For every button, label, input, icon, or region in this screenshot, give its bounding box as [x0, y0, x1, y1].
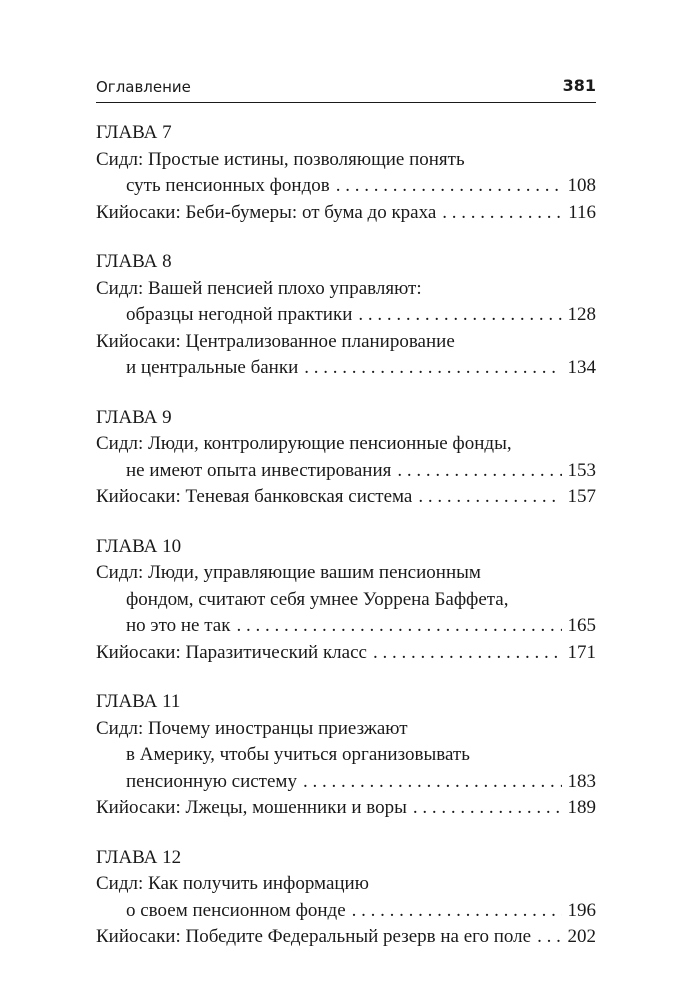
entry-title: о своем пенсионном фонде — [126, 899, 346, 921]
entry-title: суть пенсионных фондов — [126, 175, 330, 196]
chapter-section — [96, 534, 596, 667]
toc-entry — [96, 329, 596, 382]
entry-title: Сидл: Люди, контролирующие пенсионные фонды, — [96, 433, 512, 454]
entry-title: Кийосаки: Победите Федеральный резерв на его поле — [96, 926, 532, 947]
entry-line — [96, 871, 596, 898]
entry-page-number: 202 — [567, 926, 596, 947]
entry-line — [96, 640, 596, 667]
toc-entry — [96, 484, 596, 511]
entry-title: Сидл: Как получить информацию — [96, 873, 369, 894]
entry-line — [96, 329, 596, 356]
dot-leader — [442, 200, 562, 227]
toc-entry — [96, 560, 596, 640]
toc-entry — [96, 276, 596, 329]
entry-line — [96, 924, 596, 951]
entry-line — [96, 276, 596, 303]
chapter-section — [96, 249, 596, 382]
entry-page-number: 116 — [568, 201, 596, 223]
chapter-label: ГЛАВА 9 — [96, 406, 172, 428]
entry-title: образцы негодной практики — [126, 304, 353, 325]
entry-title: и центральные банки — [126, 357, 299, 378]
entry-page-number: 128 — [567, 304, 596, 325]
entry-page-number: 171 — [567, 641, 596, 663]
entry-title: Кийосаки: Централизованное планирование — [96, 330, 455, 352]
entry-page-number: 196 — [567, 899, 596, 921]
chapter-section — [96, 405, 596, 511]
toc-entry — [96, 431, 596, 484]
entry-title: Сидл: Простые истины, позволяющие понять — [96, 148, 465, 170]
entry-title: фондом, считают себя умнее Уоррена Баффета, — [126, 588, 509, 610]
entry-title: в Америку, чтобы учиться организовывать — [126, 744, 470, 765]
toc-entry — [96, 716, 596, 796]
entry-line — [96, 200, 596, 227]
dot-leader — [397, 458, 561, 485]
toc-entry — [96, 795, 596, 822]
table-of-contents — [96, 120, 596, 974]
entry-title: Кийосаки: Паразитический класс — [96, 641, 367, 663]
entry-line — [96, 742, 596, 769]
dot-leader — [418, 484, 561, 511]
chapter-label: ГЛАВА 10 — [96, 535, 182, 557]
entry-line — [96, 355, 596, 382]
entry-line — [96, 613, 596, 640]
chapter-section — [96, 120, 596, 226]
chapter-label: ГЛАВА 12 — [96, 846, 182, 868]
dot-leader — [373, 640, 562, 667]
entry-line — [96, 898, 596, 925]
entry-page-number: 153 — [567, 459, 596, 481]
entry-page-number: 108 — [567, 175, 596, 196]
entry-page-number: 165 — [567, 615, 596, 636]
toc-entry — [96, 871, 596, 924]
toc-entry — [96, 200, 596, 227]
toc-entry — [96, 924, 596, 951]
toc-entry — [96, 640, 596, 667]
entry-title: Кийосаки: Теневая банковская система — [96, 486, 413, 507]
entry-line — [96, 769, 596, 796]
entry-page-number: 189 — [567, 797, 596, 818]
entry-line — [96, 716, 596, 743]
entry-title: не имеют опыта инвестирования — [126, 459, 392, 481]
entry-line — [96, 302, 596, 329]
entry-page-number: 183 — [567, 770, 596, 792]
dot-leader — [358, 302, 561, 329]
toc-entry — [96, 147, 596, 200]
entry-line — [96, 458, 596, 485]
chapter-section — [96, 689, 596, 822]
dot-leader — [336, 173, 562, 200]
running-head: Оглавление — [96, 78, 191, 96]
page-number: 381 — [562, 76, 596, 95]
entry-line — [96, 484, 596, 511]
entry-line — [96, 147, 596, 174]
entry-title: пенсионную систему — [126, 770, 297, 792]
entry-line — [96, 173, 596, 200]
dot-leader — [304, 355, 561, 382]
entry-title: Кийосаки: Беби-бумеры: от бума до краха — [96, 201, 437, 223]
entry-line — [96, 560, 596, 587]
entry-line — [96, 587, 596, 614]
entry-page-number: 134 — [567, 357, 596, 378]
entry-title: Сидл: Почему иностранцы приезжают — [96, 717, 408, 739]
chapter-label: ГЛАВА 7 — [96, 122, 172, 143]
dot-leader — [537, 924, 561, 951]
entry-line — [96, 795, 596, 822]
dot-leader — [303, 769, 562, 796]
dot-leader — [413, 795, 562, 822]
chapter-label: ГЛАВА 8 — [96, 251, 172, 272]
dot-leader — [352, 898, 562, 925]
entry-title: Сидл: Люди, управляющие вашим пенсионным — [96, 562, 481, 583]
entry-line — [96, 431, 596, 458]
entry-title: Кийосаки: Лжецы, мошенники и воры — [96, 797, 407, 818]
page-header — [96, 76, 596, 103]
entry-page-number: 157 — [567, 486, 596, 507]
chapter-section — [96, 845, 596, 951]
entry-title: Сидл: Вашей пенсией плохо управляют: — [96, 277, 422, 299]
chapter-label: ГЛАВА 11 — [96, 691, 181, 712]
entry-title: но это не так — [126, 615, 231, 636]
dot-leader — [236, 613, 561, 640]
